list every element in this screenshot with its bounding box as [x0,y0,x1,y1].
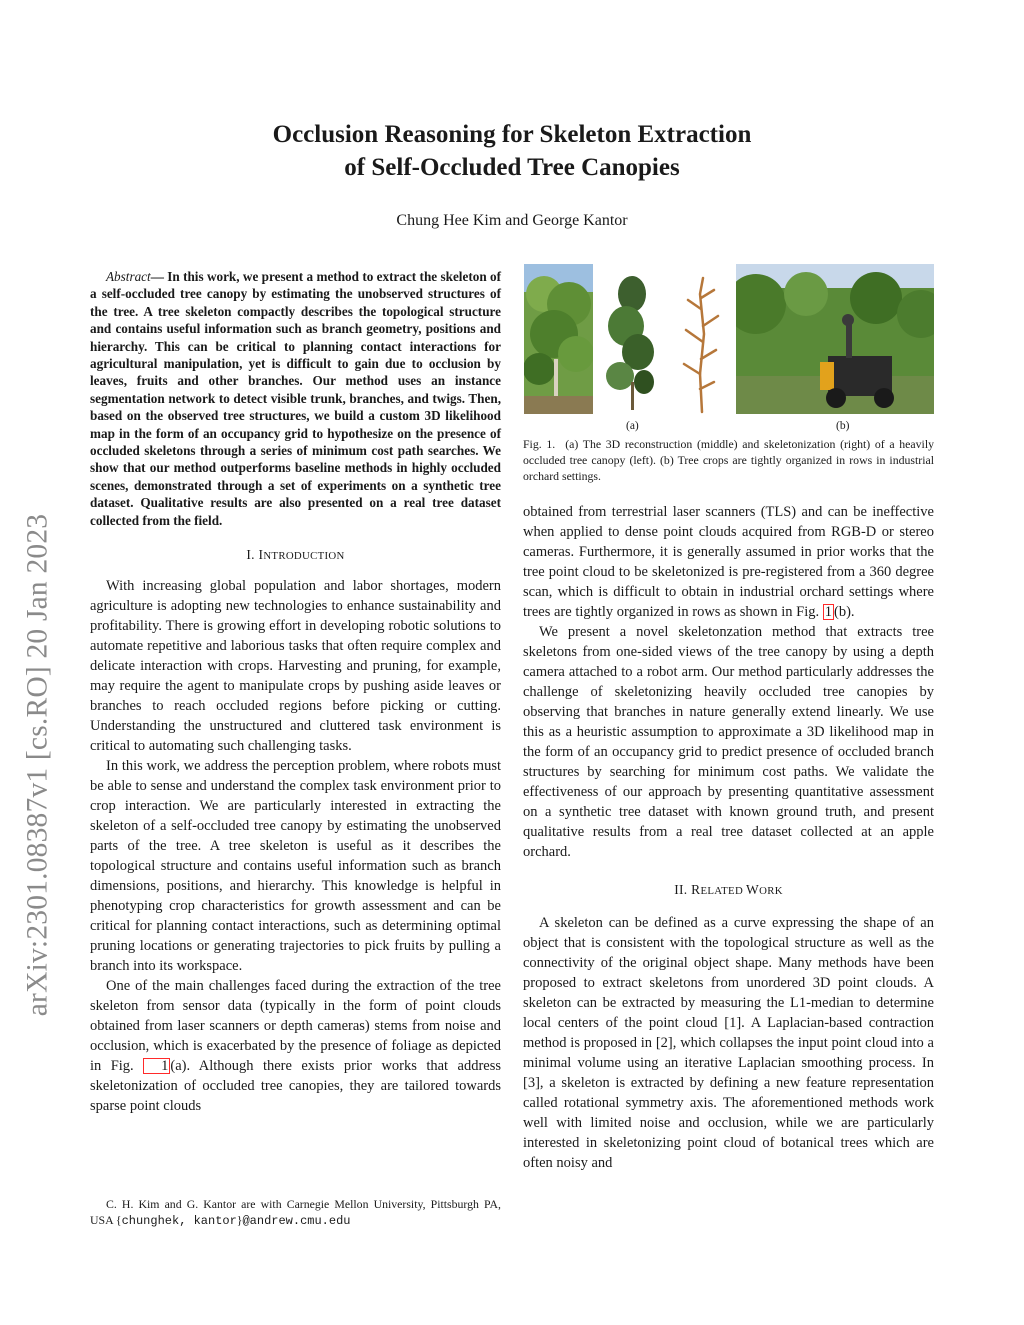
caption-text: (a) The 3D reconstruction (middle) and skeletonization (right) of a heavily occluded tree canopy (left). (b) Tree crops are tightly organized in rows in industrial orchard settings. [523,437,934,483]
panel-label-b: (b) [836,420,850,432]
email-users: chunghek, kantor [121,1213,237,1228]
section-cap: I [258,547,264,563]
tree-photo-image [524,264,593,414]
title-line-1: Occlusion Reasoning for Skeleton Extraction [272,121,752,148]
section2-rest1: ELATED [700,885,747,897]
paper-title [0,118,1024,184]
orchard-drawing [736,264,934,414]
abstract-text: In this work, we present a method to extract the skeleton of a self-occluded tree canopy by estimating the unobserved structures of the tree. A tree skeleton compactly describes the topological structure and contains useful information such as branch geometry, positions and hierarchy. This can be critical to planning contact interactions for agricultural manipulation, yet is difficult to gain due to occlusion by leaves, fruits and other branches. Our method uses an instance segmentation network to detect visible trunk, branches, and twigs. Then, based on the observed tree structures, we build a custom 3D likelihood map in the form of an occupancy grid to hypothesize on the presence of occluded skeletons through a series of minimum cost path searches. We show that our method outperforms baseline methods in highly occluded scenes, demonstrated through a set of experiments on a synthetic tree dataset. Qualitative results are also presented on a real tree dataset collected from the field. [90,269,501,528]
author-list: Chung Hee Kim and George Kantor [396,212,628,229]
section2-cap1: R [691,882,701,897]
section2-cap2: W [746,882,760,897]
title-line-2: of Self-Occluded Tree Canopies [344,154,680,181]
right-column [523,502,934,1173]
skeleton-drawing [670,264,730,414]
reconstruction-drawing [598,264,666,414]
fig-1-link-b[interactable]: 1 [824,604,832,620]
arxiv-id: arXiv:2301.08387v1 [cs.RO] 20 Jan 2023 [21,513,54,1017]
figure-caption [523,437,934,484]
right-paragraph-2: We present a novel skeletonzation method that extracts tree skeletons from one-sided views of the tree canopy by using a depth camera attached to a robot arm. Our method particularly addresses the challenge of skeletonizing heavily occluded tree canopies by observing that branches in nature generally extend linearly. We use this as a heuristic assumption to approximate a 3D likelihood map in the form of an occupancy grid to predict presence of occluded branch structures by searching for minimum cost paths. We validate the effectiveness of our approach by presenting quantitative assessment on a synthetic tree dataset with known ground truth, and present qualitative results from a real tree dataset collected at an apple orchard. [523,624,934,860]
intro-paragraph-2: In this work, we address the perception problem, where robots must be able to sense and understand the complex task environment prior to crop interaction. We are particularly interested in extracting the skeleton of a self-occluded tree canopy by estimating the unobserved parts of the tree. A tree skeleton is useful as it describes the topological structure and contains useful information such as branch dimensions, positions, and hierarchy. This knowledge is helpful in phenotyping crop characteristics for growth assessment and can be critical for planning contact interactions, such as determining optimal pruning locations or generating trajectories to pick fruits by pulling a branch into its workspace. [90,758,501,975]
section2-rest2: ORK [759,885,783,897]
section-numeral: I. [246,547,259,563]
related-work-paragraph-1: A skeleton can be defined as a curve expressing the shape of an object that is consistent with the topological structure as well as the connectivity of the original object shape. Many methods have been proposed to extract skeletons from unordered 3D point clouds. A skeleton can be extracted by measuring the L1-median to determine local centers of the point cloud [1]. A Laplacian-based contraction method is proposed in [2], which collapses the input point cloud into a minimal volume using an iterative Laplacian smoothing process. In [3], a skeleton is extracted by defining a new feature representation called rotational symmetry axis. The aforementioned methods work well with limited noise and occlusion, while we are particularly interested in skeletonizing point cloud of botanical trees which are often noisy and [523,915,934,1171]
email-brace-close: } [236,1212,243,1227]
intro-p3-text-a: One of the main challenges faced during the extraction of the tree skeleton from sensor data (typically in the form of point clouds obtained from laser scanners or depth cameras) stems from noise and occlusion, which is exacerbated by the presence of foliage as depicted in Fig. [90,978,501,1075]
right-paragraph-1 [523,502,934,622]
caption-figure-number: Fig. 1. [523,437,556,451]
left-column [90,268,501,1116]
section-heading-related-work [523,880,934,901]
abstract [90,268,501,529]
tree-skeleton-image [670,264,730,414]
right-p1-text-a: obtained from terrestrial laser scanners (TLS) and can be ineffective when applied to dense point clouds acquired from RGB-D or stereo cameras. Furthermore, it is generally assumed in prior works that the tree point cloud to be skeletonized is pre-registered from a 360 degree scan, which is difficult to obtain in industrial orchard settings where trees are tightly organized in rows as shown in Fig. [523,504,934,620]
section2-numeral: II. [674,882,692,897]
intro-paragraph-3 [90,976,501,1116]
intro-paragraph-1: With increasing global population and labor shortages, modern agriculture is adopting new technologies to enhance sustainability and profitability. There is growing effort in developing robotic solutions to automate repetitive and laborious tasks that often require complex and delicate interaction with crops. Harvesting and pruning, for example, may require the agent to manipulate crops by pushing aside leaves or branches to reach occluded regions before picking or cutting. Understanding the unstructured and cluttered task environment is critical to automating such challenging tasks. [90,578,501,755]
section-heading-introduction [90,545,501,566]
figure-panel-labels [524,420,934,436]
tree-reconstruction-image [598,264,666,414]
tree-photo-drawing [524,264,593,414]
abstract-dash: — [150,269,168,284]
footnote [90,1197,501,1229]
orchard-robot-image [736,264,934,414]
right-p1-text-b: (b). [834,604,855,620]
panel-label-a: (a) [626,420,639,432]
abstract-lead: Abstract [106,269,151,284]
fig-1-link[interactable]: 1 [143,1058,170,1074]
email-brace-open: { [115,1212,122,1227]
email-domain: @andrew.cmu.edu [242,1213,351,1228]
figure-1 [524,264,934,414]
footnote-text: C. H. Kim and G. Kantor are with Carnegie Mellon University, Pittsburgh PA, USA [90,1197,501,1227]
intro-p3-text-b: (a). Although there exists prior works that address skeletonization of occluded tree canopies, they are tailored towards sparse point clouds [90,1058,501,1115]
section-rest: NTRODUCTION [263,550,345,563]
